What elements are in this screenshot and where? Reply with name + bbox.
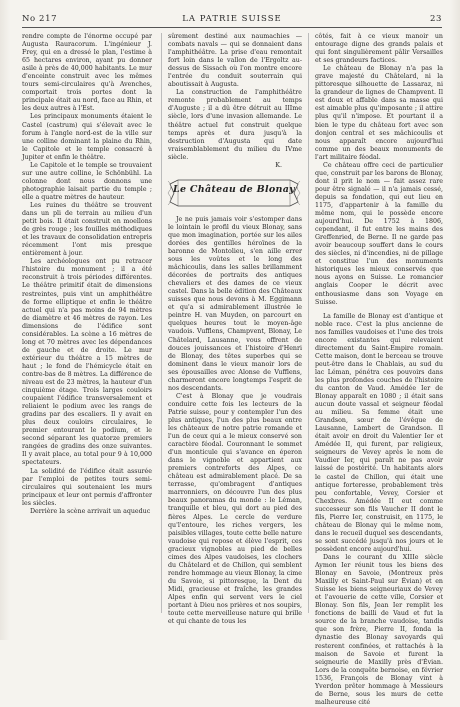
paragraph: sûrement destiné aux naumachies — combats navals — qui se donnaient dans l'amphithéâtre. La prise d'eau remontait fort loin dans le vallon de l'Ergoltz au-dessus de Sissach où l'on montre encore l'entrée du conduit souterrain qui aboutissait à Augusta. [168, 33, 302, 89]
paragraph: Dans le courant du XIIIe siècle Aymon Ier réunit tous les biens des Blonay en Savoie, (Montreux près Maxilly et Saint-Paul sur Évian) et en Suisse les biens seigneuriaux de Vevey et l'avouerie de cette ville, Corsier et Blonay. Son fils, Jean Ier remplit les fonctions de bailli de Vaud et fut la source de la branche vaudoise, tandis que son frère, Pierre II, fonda la dynastie des Blonay savoyards qui resterent confinées, et rattachés à la maison de Savoie et furent la seigneurie de Maxilly près d'Évian. Lors de la conquête bernoise, en février 1536, François de Blonay vint à Yverdon prêter hommage à Messieurs de Berne, sous les murs de cette malheureuse cité [315, 554, 443, 706]
column-1 [22, 33, 152, 516]
paragraph: La solidité de l'édifice était assurée par l'emploi de petites tours semi-circulaires qui soutenaient les murs principaux et leur ont permis d'affronter les siècles. [22, 467, 152, 507]
paragraph: Les principaux monuments étaient le Castel (castrum) qui s'élevait avec le forum à l'angle nord-est de la ville sur une colline dominant la plaine du Rhin, le Capitole et le temple consacré à Jupiter et enfin le théâtre. [22, 113, 152, 161]
journal-title: LA PATRIE SUISSE [182, 14, 282, 24]
article-title: Le Château de Blonay [172, 183, 295, 195]
page-number: 23 [429, 14, 442, 24]
header-rule [22, 27, 442, 28]
paragraph: Les ruines du théâtre se trouvent dans un pli de terrain au milieu d'un petit bois. Il était construit en moellons de grès rouge ; les fouilles méthodiques et les travaux de consolidation entrepris récemment l'ont mis presque entièrement à jour. [22, 201, 152, 258]
paragraph: rendre compte de l'énorme occupé par Augusta Rauracorum. L'ingénieur J. Frey, qui en a dressé le plan, l'estime à 65 hectares environ, ayant pu donner asile à près de 40,000 habitants. Le mur d'enceinte construit avec les mêmes tours semi-circulaires qu'à Avenches, comportait trois portes dont la principale était au nord, face au Rhin, et les deux autres à l'Est. [22, 33, 152, 113]
paragraph: Le Capitole et le temple se trouvaient sur une autre colline, le Schönbühl. La colonne dont nous donnons une photographie laisait partie du temple ; elle a quatre mètres de hauteur. [22, 161, 152, 201]
column-divider [161, 33, 162, 613]
author-signature: K. [275, 161, 282, 169]
running-header [22, 14, 442, 28]
column-3 [315, 33, 443, 706]
paragraph: Le château de Blonay n'a pas la grave majesté du Châtelard, ni la pittoresque silhouette de Lassaraz, ni la grandeur de lignes de Champvent. Il est doux et affable dans sa masse qui est aimable plus qu'imposante ; il attire plus qu'il n'impose. Et pourtant il a bien le type du château fort avec son donjon central et ses mâchicoulis et nous apparaît encore aujourd'hui comme un des beaux monuments de l'art militaire féodal. [315, 65, 443, 161]
issue-number: No 217 [22, 14, 58, 24]
column-divider [308, 33, 309, 613]
column-2 [168, 33, 302, 626]
paragraph: C'est à Blonay que je voudrais conduire cette fois les lecteurs de la Patrie suisse, pour y contempler l'un des plus antiques, l'un des plus beaux entre les châteaux de notre patrie romande et l'un de ceux qui a le mieux conservé son caractère féodal. Couronnant le sommet d'un monticule qui s'avance en éperon dans le vignoble et appartient aux premiers contreforts des Alpes, ce château est admirablement placé. De sa terrasse, qu'ombragent d'antiques marronniers, on découvre l'un des plus beaux panoramas du monde : le Léman, tranquille et bleu, qui dort au pied des fières Alpes. Le cercle de verdure qu'l'entoure, les riches vergers, les paisibles villages, toute cette belle nature vaudoise qui repose et élève l'esprit, ces gracieux vignobles au pied de belles cimes des Alpes vaudoises, les clochers du Châtelard et de Chillon, qui semblent rendre hommage au vieux Blonay, la cime du Savoie, si pittoresque, la Dent du Midi, gracieuse et fraîche, les grandes Alpes enfin qui servent vers le ciel portant à Dieu nos prières et nos soupirs, toute cette merveilleuse nature qui brille et qui chante de tous les [168, 392, 302, 626]
paragraph: Derrière la scène arrivait un aqueduc [30, 507, 151, 515]
paragraph: La construction de l'amphithéâtre remonte probablement au temps d'Auguste ; il a dû être détruit au IIIme siècle, lors d'une invasion allemande. Le théâtre actuel fut construit quelque temps après et dura jusqu'à la destruction d'Augusta qui date vraisemblablement du milieu du IVme siècle. [168, 89, 302, 161]
paragraph: Les archéologues ont pu retracer l'histoire du monument ; il a été reconstruit à trois périodes différentes. Le théâtre primitif était de dimensions restreintes, puis vint un amphithéâtre de forme elliptique et enfin le théâtre actuel qui n'a pas moins de 94 mètres de diamètre et 46 mètres de rayon. Les dimensions de l'édifice sont considérables. La scène a 16 mètres de long et 70 mètres avec les dépendances de gauche et de droite. Le mur extérieur du théâtre a 15 mètres de haut ; le fond de l'hémicycle était en contre-bas de 8 mètres. La différence de niveau est de 23 mètres, la hauteur d'un cinquième étage. Trois larges couloirs coupaient l'édifice transversalement et reliaient le podium avec les rangs de gradins par des escaliers. Il y avait en plus deux couloirs circulaires, le premier entourant le podium, et le second séparant les quatorze premiers rangées de gradins des onze suivantes. Il y avait place, au total pour 9 à 10,000 spectateurs. [22, 258, 152, 467]
paragraph: Je ne puis jamais voir s'estomper dans le lointain le profil du vieux Blonay, sans que mon imagination, portée sur les ailes dorées des gentilles héroïnes de la baronne de Montolieu, s'en aille errer sous les voûtes et le long des mâchicoulis, dans les salles brillamment décorées de portraits des antiques chevaliers et des dames de ce vieux castel. Dans la belle édition des Châteaux suisses que nous devons à M. Eggimann et qu'a si admirablement illustrée le peintre H. van Muyden, on parcourt en quelques heures tout le moyen-âge vaudois. Vufflens, Champvent, Blonay, Le Châtelard, Lausanne, vous offrent de douces jouissances et l'histoire d'Henri de Blonay, des têtes superbes qui se dominent dans le vieux manoir lors de ses épousailles avec Alonse de Vufflens, charmeront encore longtemps l'esprit de nos descendants. [168, 215, 302, 392]
paragraph: côtés, fait à ce vieux manoir un entourage digne des grands palais et qui font singulièrement pâlir Versailles et ses grandeurs factices. [315, 33, 443, 65]
paragraph: La famille de Blonay est d'antique et noble race. C'est la plus ancienne de nos familles vaudoises et l'une des trois encore existantes qui relevaient directement du Saint-Empire romain. Cette maison, dont le berceau se trouve peut-être dans le Chablais, au sud du lac Léman, pénétra ces pouvoirs dans les plus profondes couches de l'histoire du canton de Vaud. Amédée Ier de Blonay apparaît en 1080 ; il était sans aucun doute vassal et seigneur féodal au milieu. Sa femme était une Grandson, sœur de l'évêque de Lausanne, Lambert de Grandson. Il était avoir en droit du Valentier Ier et Amédée II, qui furent, par religieux, seigneurs de Vevey après le nom de Vaudier Ier, qui paraît ne pas avoir laissé de postérité. Un habitants alors le castel de Chillon, qui était une antique forteresse, probablement très peu confortable, Vevey, Corsier et Chexbres. Amédée II eut comme successeur son fils Vaucher II dont le fils, Pierre Ier, construisit, en 1175, le château de Blonay qui le même nom, dans le recueil duquel ses descendants, se sont succédé jusqu'à nos jours et le possèdent encore aujourd'hui. [315, 312, 443, 553]
article-title-banner [166, 176, 302, 210]
paragraph: Ce château offre ceci de particulier que, construit par les barons de Blonay, dont il prit le nom — fait assez rare pour être signalé — il n'a jamais cessé, depuis sa fondation, qui eut lieu en 1175, d'appartenir à la famille du même nom, qui le possède encore aujourd'hui. De 1752 à 1806, cependant, il fut entre les mains des Greffenried, de Berne. Il ne garde pas avoir beaucoup souffert dans le cours des siècles, ni d'incendies, ni de pillage et constitue l'un des monuments historiques les mieux conservés que nous ayons en Suisse. Le romancier anglais Cooper le décrit avec enthousiasme dans son Voyage en Suisse. [315, 161, 443, 306]
